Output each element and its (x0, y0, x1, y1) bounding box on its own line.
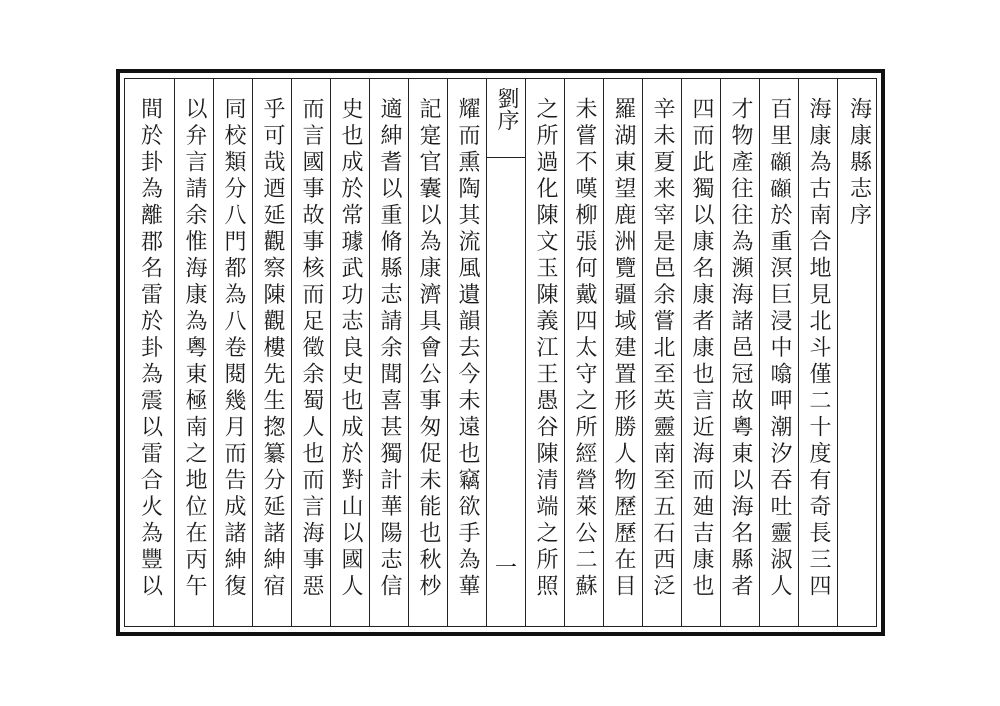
text-column: 未嘗不嘆柳張何戴四太守之所經營萊公二蘇 (572, 97, 597, 601)
column-12 (330, 79, 369, 626)
text-column: 而言國事故事核而足徵余蜀人也而言海事惡 (299, 97, 324, 601)
column-2 (759, 79, 798, 626)
text-column: 四而此獨以康名康者康也言近海而廸吉康也 (689, 97, 714, 601)
text-column: 百里𥗳𥗳於重溟巨浸中噏呷潮汐吞吐靈淑人 (767, 97, 792, 601)
text-column: 間於卦為離郡名雷於卦為震以雷合火為豐以 (137, 97, 163, 601)
center-fold-column (486, 79, 525, 626)
column-13 (291, 79, 330, 626)
center-title-rule (487, 157, 525, 158)
text-column: 才物產往往為瀕海諸邑冠故粵東以海名縣者 (728, 97, 753, 601)
text-column: 辛未夏来宰是邑余嘗北至英靈南至五石西泛 (650, 97, 675, 601)
column-title (837, 79, 879, 626)
column-14 (252, 79, 291, 626)
column-15 (213, 79, 252, 626)
text-column: 乎可哉迺延觀察陳觀樓先生揔纂分延諸紳宿 (260, 97, 285, 601)
text-column: 耀而熏陶其流風遺韻去今未遠也竊欲手為蓽 (455, 97, 480, 601)
column-10 (408, 79, 447, 626)
text-column: 適紳耆以重脩縣志請余聞喜甚獨計華陽志信 (377, 97, 402, 601)
page-border (116, 69, 885, 636)
text-column: 以弁言請余惟海康為粵東極南之地位在丙午 (182, 97, 207, 601)
text-column: 記寔官囊以為康濟具會公事匆促未能也秋杪 (416, 97, 441, 601)
column-1 (798, 79, 837, 626)
center-title: 劉序 (494, 87, 519, 131)
preface-title: 海康縣志序 (846, 97, 872, 230)
column-4 (681, 79, 720, 626)
column-11 (369, 79, 408, 626)
page-number: 一 (494, 556, 517, 581)
column-9 (447, 79, 486, 626)
column-17 (125, 79, 174, 626)
text-column: 史也成於常璩武功志良史也成於對山以國人 (338, 97, 363, 601)
column-3 (720, 79, 759, 626)
text-column: 同校類分八門都為八卷閱幾月而告成諸紳復 (221, 97, 246, 601)
column-8 (525, 79, 564, 626)
text-column: 之所過化陳文玉陳義江王愚谷陳清端之所照 (533, 97, 558, 601)
text-column: 羅湖東望鹿洲覽疆域建置形勝人物歷歷在目 (611, 97, 636, 601)
column-5 (642, 79, 681, 626)
column-6 (603, 79, 642, 626)
column-7 (564, 79, 603, 626)
text-column: 海康為古南合地見北斗僅二十度有奇長三四 (806, 97, 831, 601)
column-16 (174, 79, 213, 626)
text-grid (124, 78, 877, 627)
